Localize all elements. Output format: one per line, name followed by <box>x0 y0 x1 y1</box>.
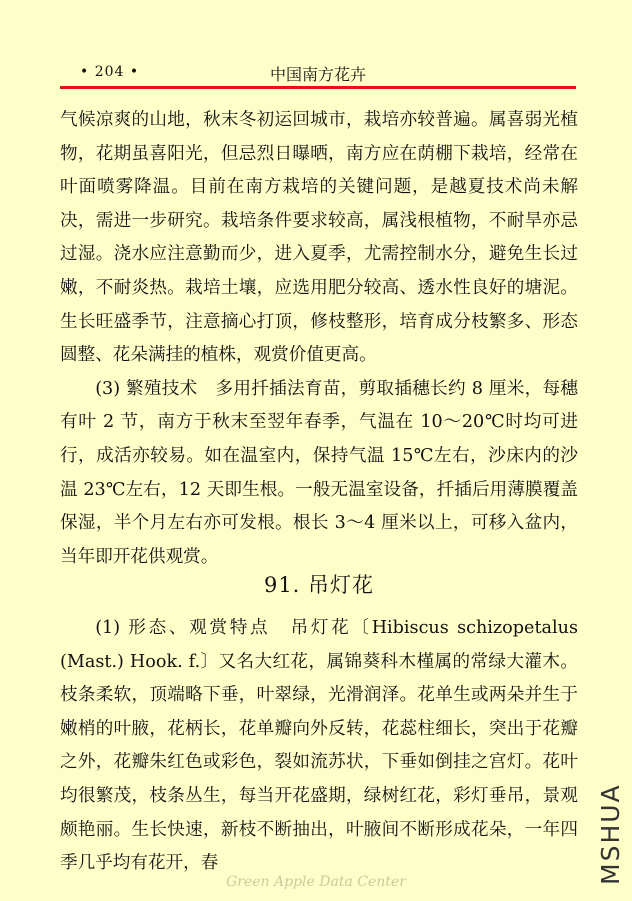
page-number: • 204 • <box>80 64 140 80</box>
watermark-bottom: Green Apple Data Center <box>226 874 406 890</box>
paragraph: 气候凉爽的山地，秋末冬初运回城市，栽培亦较普遍。属喜弱光植物，花期虽喜阳光，但忌烈日曝晒，南方应在荫棚下栽培，经常在叶面喷雾降温。目前在南方栽培的关键问题，是越夏技术尚未解决，需进一步研究。栽培条件要求较高，属浅根植物，不耐旱亦忌过湿。浇水应注意勤而少，进入夏季，尤需控制水分，避免生长过嫩，不耐炎热。栽培土壤，应选用肥分较高、透水性良好的塘泥。生长旺盛季节，注意摘心打顶，修枝整形，培育成分枝繁多、形态圆整、花朵满挂的植株，观赏价值更高。 <box>60 110 578 366</box>
section-heading: 91. 吊灯花 <box>263 573 375 597</box>
paragraph: (1) 形态、观赏特点 吊灯花〔Hibiscus schizopetalus (Mast.) Hook. f.〕又名大红花，属锦葵科木槿属的常绿大灌木。枝条柔软，顶端略下垂，叶翠绿，光滑润泽。花单生或两朵并生于嫩梢的叶腋，花柄长，花单瓣向外反转，花蕊柱细长，突出于花瓣之外，花瓣朱红色或彩色，裂如流苏状，下垂如倒挂之宫灯。花叶均很繁茂，枝条丛生，每当开花盛期，绿树红花，彩灯垂吊，景观颇艳丽。生长快速，新枝不断抽出，叶腋间不断形成花朵，一年四季几乎均有花开，春 <box>60 618 578 874</box>
watermark-vertical: MSHUA <box>596 783 625 885</box>
running-title: 中国南方花卉 <box>269 65 366 84</box>
paragraph: (3) 繁殖技术 多用扦插法育苗，剪取插穗长约 8 厘米，每穗有叶 2 节，南方于秋末至翌年春季，气温在 10～20℃时均可进行，成活亦较易。如在温室内，保持气温 15℃左右，沙床内的沙温 23℃左右，12 天即生根。一般无温室设备，扦插后用薄膜覆盖保湿，半个月左右亦可发根。根长 3～4 厘米以上，可移入盆内，当年即开花供观赏。 <box>60 378 578 567</box>
header-rule <box>60 86 576 89</box>
text-block-bottom <box>60 612 578 881</box>
page-header <box>60 62 576 84</box>
text-block-top <box>60 104 578 574</box>
